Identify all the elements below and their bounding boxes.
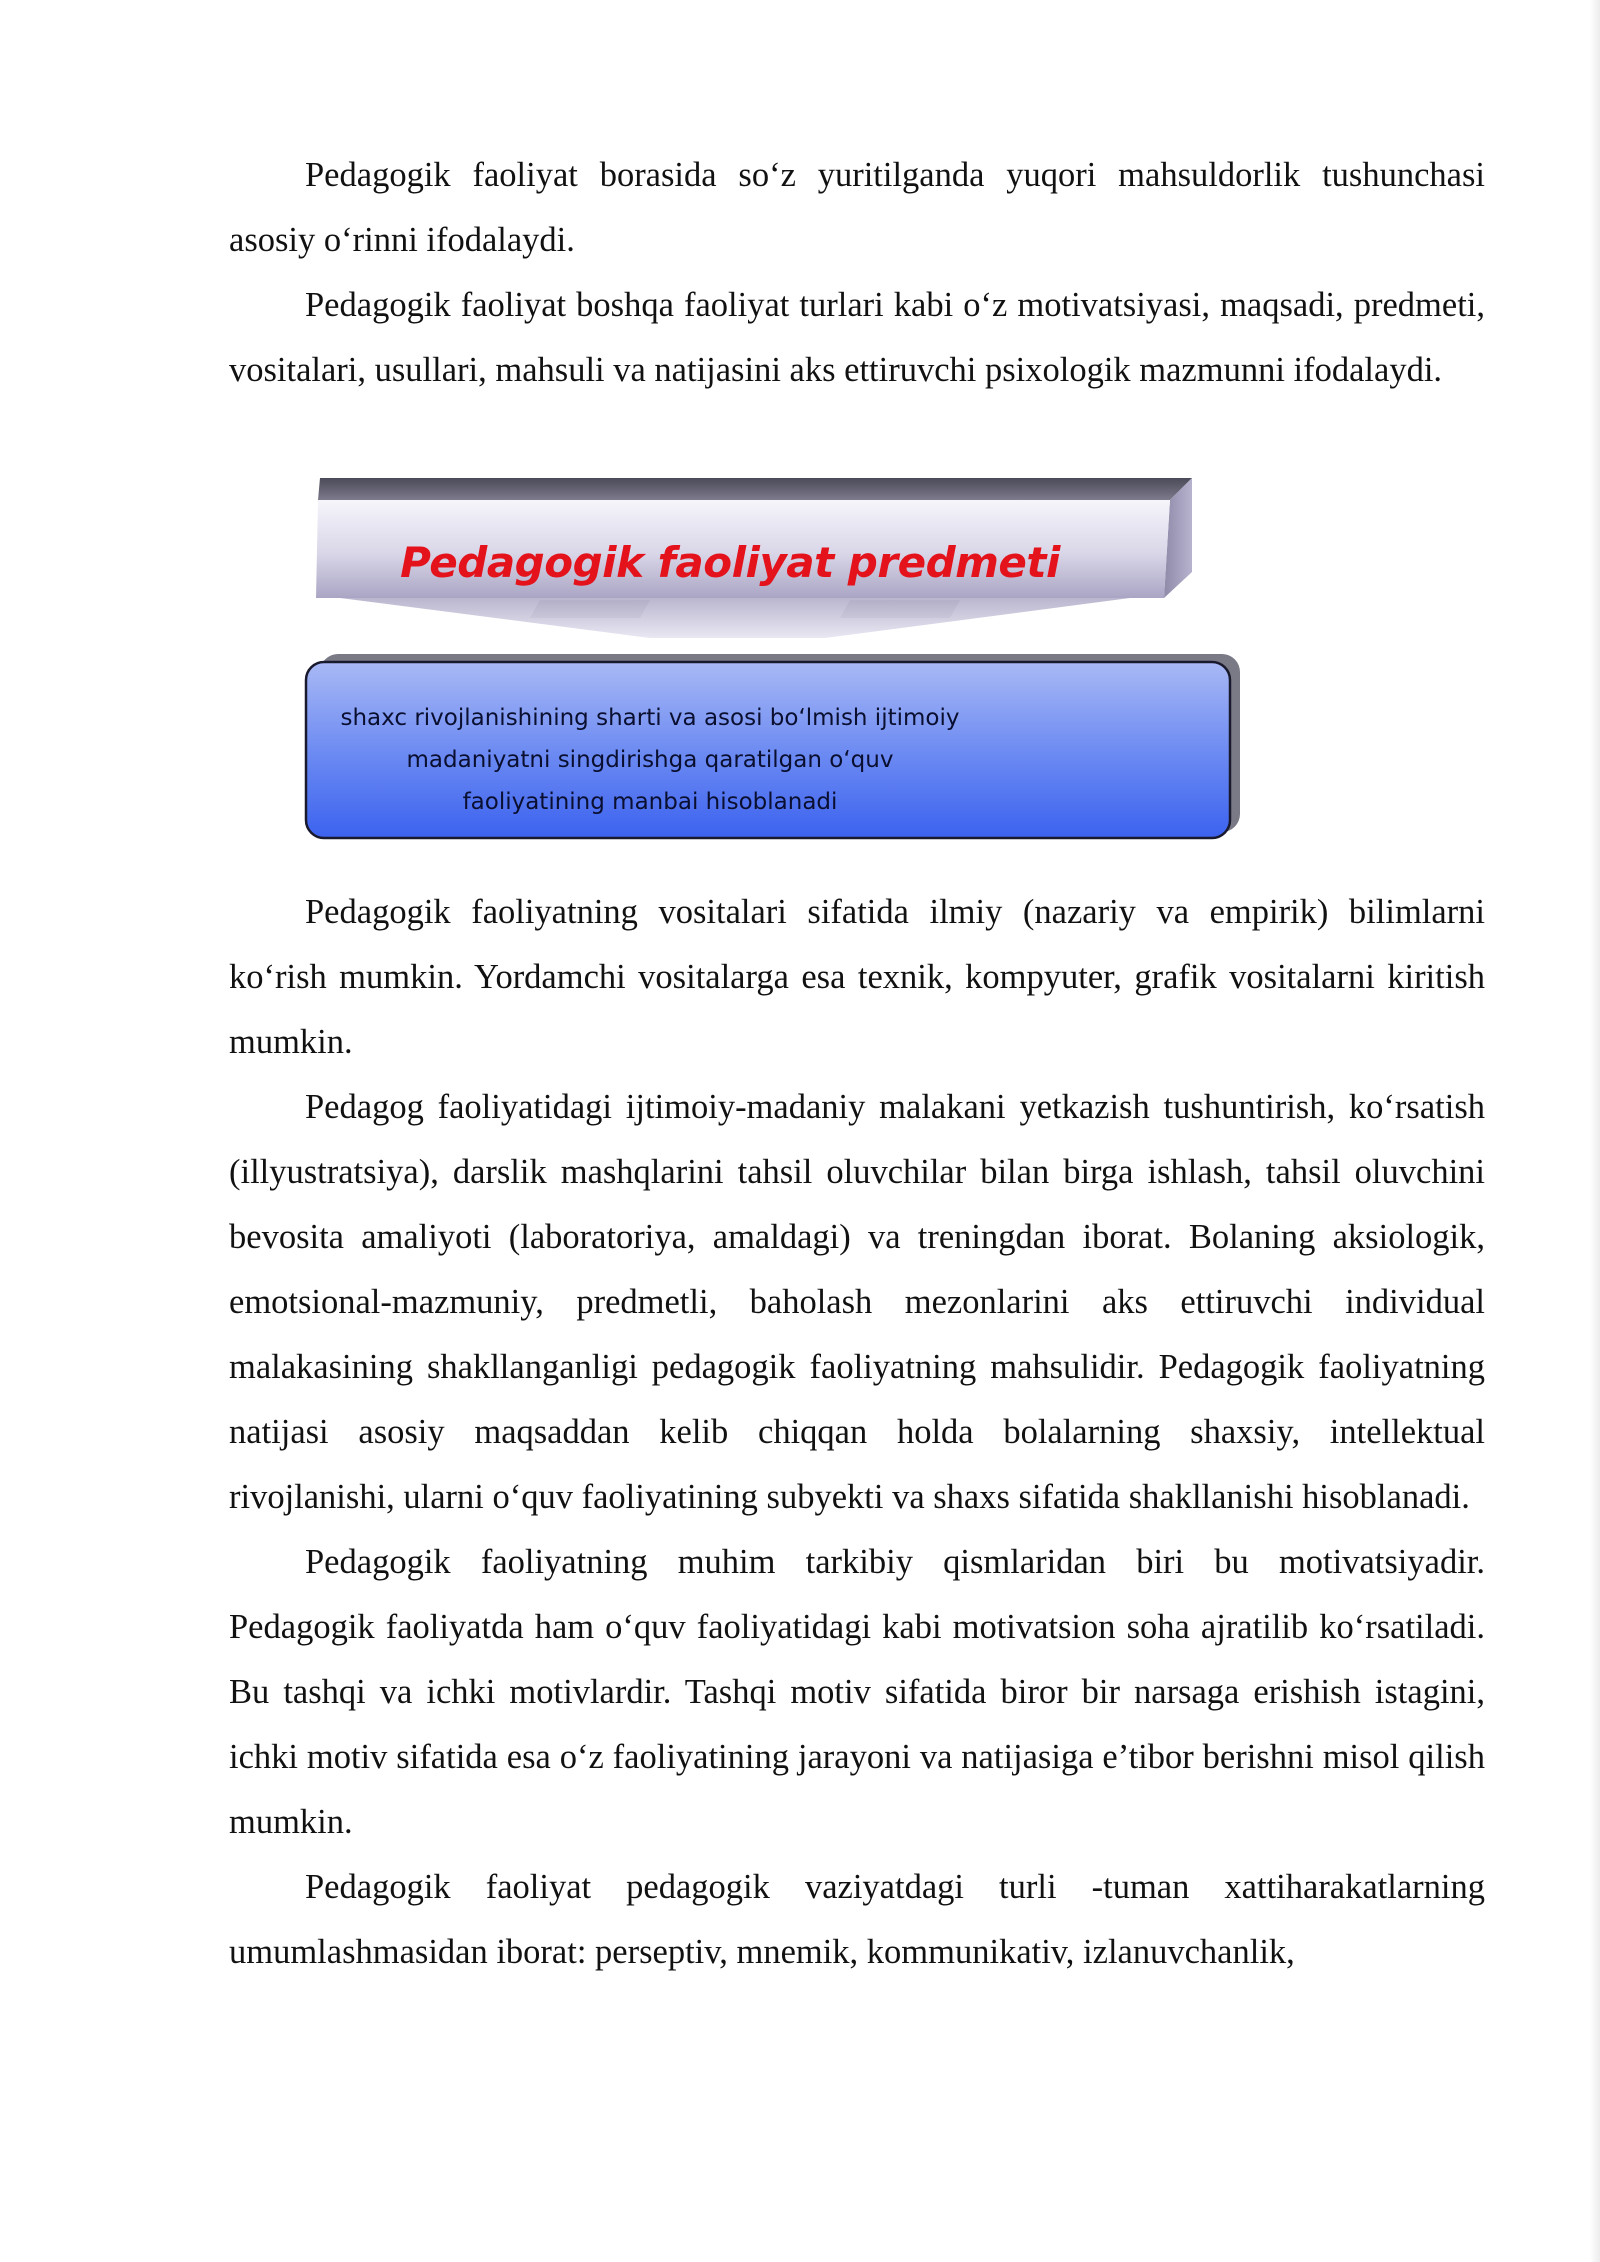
page-edge-shadow [1590,0,1600,2262]
text-block-bottom [229,880,1485,1985]
paragraph: Pedagogik faoliyatning muhim tarkibiy qismlaridan biri bu motivatsiyadir. Pedagogik faoliyatda ham o‘quv faoliyatidagi kabi motivatsion soha ajratilib ko‘rsatiladi. Bu tashqi va ichki motivlardir. Tashqi motiv sifatida biror bir narsaga erishish istagini, ichki motiv sifatida esa o‘z faoliyatining jarayoni va natijasiga e’tibor berishni misol qilish mumkin. [229,1543,1485,1841]
diagram-title: Pedagogik faoliyat predmeti [400,538,1060,587]
text-block-top [229,143,1485,403]
paragraph: Pedagog faoliyatidagi ijtimoiy-madaniy malakani yetkazish tushuntirish, ko‘rsatish (illyustratsiya), darslik mashqlarini tahsil oluvchilar bilan birga ishlash, tahsil oluvchini bevosita amaliyoti (laboratoriya, amaldagi) va treningdan iborat. Bolaning aksiologik, emotsional-mazmuniy, predmetli, baholash mezonlarini aks ettiruvchi individual malakasining shakllanganligi pedagogik faoliyatning mahsulidir. Pedagogik faoliyatning natijasi asosiy maqsaddan kelib chiqqan holda bolalarning shaxsiy, intellektual rivojlanishi, ularni o‘quv faoliyatining subyekti va shaxs sifatida shakllanishi hisoblanadi. [229,1088,1485,1516]
subject-diagram [300,470,1250,850]
header-bar-top [318,478,1192,500]
diagram-box-text: shaxc rivojlanishining sharti va asosi bo‘lmish ijtimoiy madaniyatni singdirishga qaratilgan o‘quv faoliyatining manbai hisoblanadi [340,705,960,815]
paragraph: Pedagogik faoliyat boshqa faoliyat turlari kabi o‘z motivatsiyasi, maqsadi, predmeti, vositalari, usullari, mahsuli va natijasini aks ettiruvchi psixologik mazmunni ifodalaydi. [229,286,1485,389]
down-arrow [340,598,1130,638]
paragraph: Pedagogik faoliyat pedagogik vaziyatdagi turli -tuman xattiharakatlarning umumlashmasidan iborat: perseptiv, mnemik, kommunikativ, izlanuvchanlik, [229,1868,1485,1971]
paragraph: Pedagogik faoliyat borasida so‘z yuritilganda yuqori mahsuldorlik tushunchasi asosiy o‘rinni ifodalaydi. [229,156,1485,259]
paragraph: Pedagogik faoliyatning vositalari sifatida ilmiy (nazariy va empirik) bilimlarni ko‘rish mumkin. Yordamchi vositalarga esa texnik, kompyuter, grafik vositalarni kiritish mumkin. [229,893,1485,1061]
